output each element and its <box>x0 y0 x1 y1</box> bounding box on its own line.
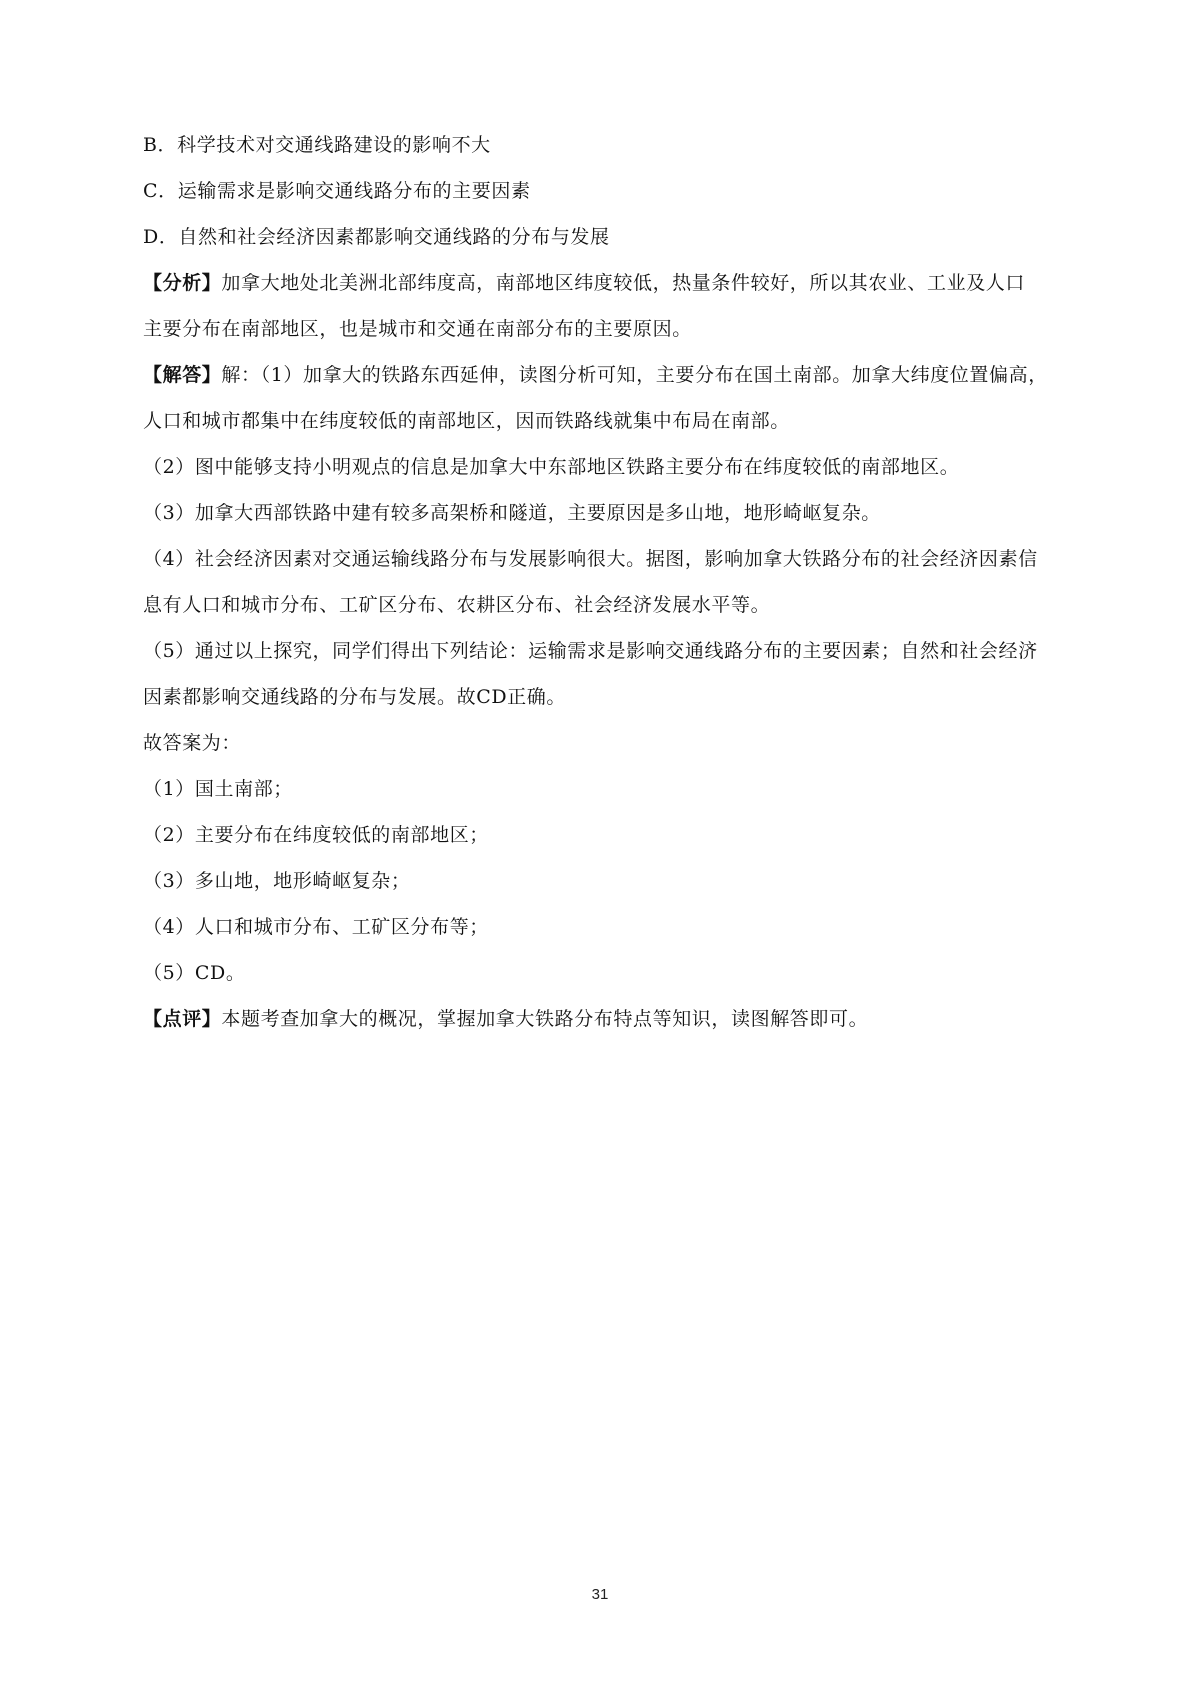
solution-p3: （3）加拿大西部铁路中建有较多高架桥和隧道，主要原因是多山地，地形崎岖复杂。 <box>143 502 881 524</box>
analysis-line-2: 主要分布在南部地区，也是城市和交通在南部分布的主要原因。 <box>143 318 692 340</box>
answers-section <box>143 720 1103 996</box>
analysis-section <box>143 260 1103 352</box>
solution-p5-line-1: （5）通过以上探究，同学们得出下列结论：运输需求是影响交通线路分布的主要因素；自然和社会经济 <box>143 640 1038 662</box>
solution-p4-line-2: 息有人口和城市分布、工矿区分布、农耕区分布、社会经济发展水平等。 <box>143 594 771 616</box>
page-number: 31 <box>591 1586 609 1603</box>
answer-4: （4）人口和城市分布、工矿区分布等； <box>143 916 489 938</box>
analysis-line-1: 加拿大地处北美洲北部纬度高，南部地区纬度较低，热量条件较好，所以其农业、工业及人口 <box>221 272 1026 294</box>
answer-1: （1）国土南部； <box>143 778 293 800</box>
comment-text: 本题考查加拿大的概况，掌握加拿大铁路分布特点等知识，读图解答即可。 <box>221 1008 869 1030</box>
solution-section <box>143 352 1103 720</box>
solution-p1-line-2: 人口和城市都集中在纬度较低的南部地区，因而铁路线就集中布局在南部。 <box>143 410 790 432</box>
solution-p5-line-2: 因素都影响交通线路的分布与发展。故CD正确。 <box>143 686 566 708</box>
comment-section <box>143 996 1103 1042</box>
solution-p2: （2）图中能够支持小明观点的信息是加拿大中东部地区铁路主要分布在纬度较低的南部地区。 <box>143 456 960 478</box>
answer-2: （2）主要分布在纬度较低的南部地区； <box>143 824 489 846</box>
solution-p1-line-1: 解：（1）加拿大的铁路东西延伸，读图分析可知，主要分布在国土南部。加拿大纬度位置偏高， <box>221 364 1048 386</box>
solution-tag: 【解答】 <box>143 364 222 386</box>
solution-p4-line-1: （4）社会经济因素对交通运输线路分布与发展影响很大。据图，影响加拿大铁路分布的社会经济因素信 <box>143 548 1038 570</box>
document-body <box>143 122 1103 1042</box>
answers-heading: 故答案为： <box>143 732 242 754</box>
option-d: D．自然和社会经济因素都影响交通线路的分布与发展 <box>143 226 610 248</box>
answer-5: （5）CD。 <box>143 962 246 984</box>
option-c: C．运输需求是影响交通线路分布的主要因素 <box>143 180 531 202</box>
comment-tag: 【点评】 <box>143 1008 222 1030</box>
analysis-tag: 【分析】 <box>143 272 222 294</box>
option-b: B．科学技术对交通线路建设的影响不大 <box>143 134 491 156</box>
answer-3: （3）多山地，地形崎岖复杂； <box>143 870 411 892</box>
